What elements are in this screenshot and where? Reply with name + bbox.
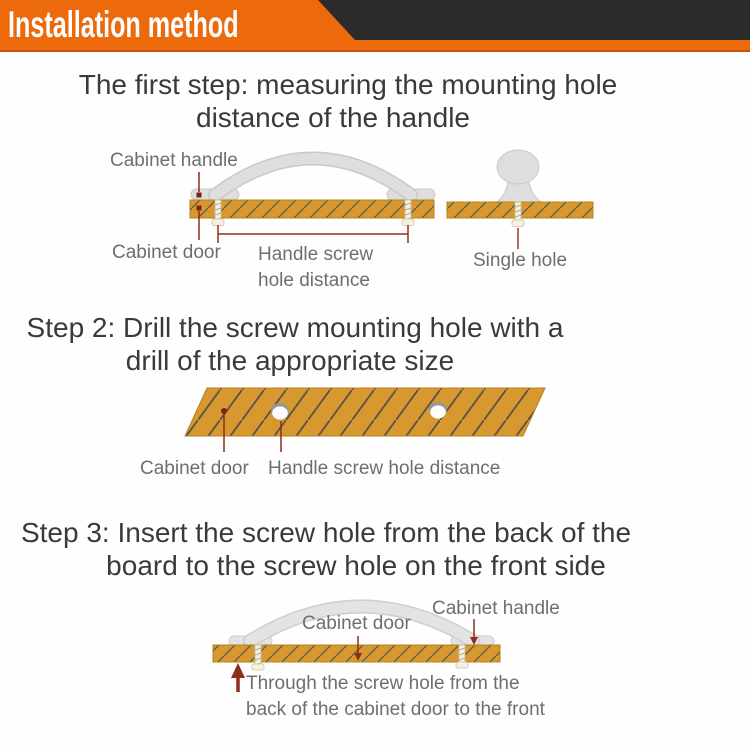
label-cabinet-door: Cabinet door — [302, 613, 411, 634]
label-cabinet-handle: Cabinet handle — [110, 150, 238, 171]
label-handle-screw-hole-distance — [258, 242, 373, 293]
header-banner — [0, 0, 750, 52]
cabinet-door-bar — [190, 200, 434, 218]
dimension-line-screw-distance — [218, 225, 408, 243]
label-single-hole: Single hole — [473, 250, 568, 271]
knob-shape — [497, 150, 541, 202]
label-cabinet-door: Cabinet door — [112, 242, 221, 263]
label-distance-line2: hole distance — [258, 269, 370, 291]
leader-arrow-cabinet-handle — [197, 172, 202, 198]
label-handle-screw-hole-distance: Handle screw hole distance — [268, 458, 501, 479]
up-arrow-icon — [231, 663, 245, 692]
step-1-heading-line2: distance of the handle — [196, 102, 470, 133]
label-through-screw-hole — [246, 671, 545, 722]
label-through-line2: back of the cabinet door to the front — [246, 698, 545, 720]
drilled-board — [185, 388, 545, 436]
label-distance-line1: Handle screw — [258, 244, 374, 265]
label-through-line1: Through the screw hole from the — [246, 673, 520, 694]
step-3-heading-line1: Step 3: Insert the screw hole from the back of the — [20, 517, 632, 548]
label-cabinet-door: Cabinet door — [140, 458, 249, 479]
step-2-heading-line1: Step 2: Drill the screw mounting hole with a — [26, 312, 564, 343]
step-2-heading-line2: drill of the appropriate size — [125, 345, 455, 376]
page-title: Installation method — [8, 4, 239, 45]
label-cabinet-handle: Cabinet handle — [432, 598, 560, 619]
step-2-diagram — [0, 380, 750, 465]
step-1-heading-line1: The first step: measuring the mounting hole — [78, 69, 618, 100]
header-dark-wedge — [318, 0, 750, 40]
step-3-heading-line2: board to the screw hole on the front side — [106, 550, 606, 581]
